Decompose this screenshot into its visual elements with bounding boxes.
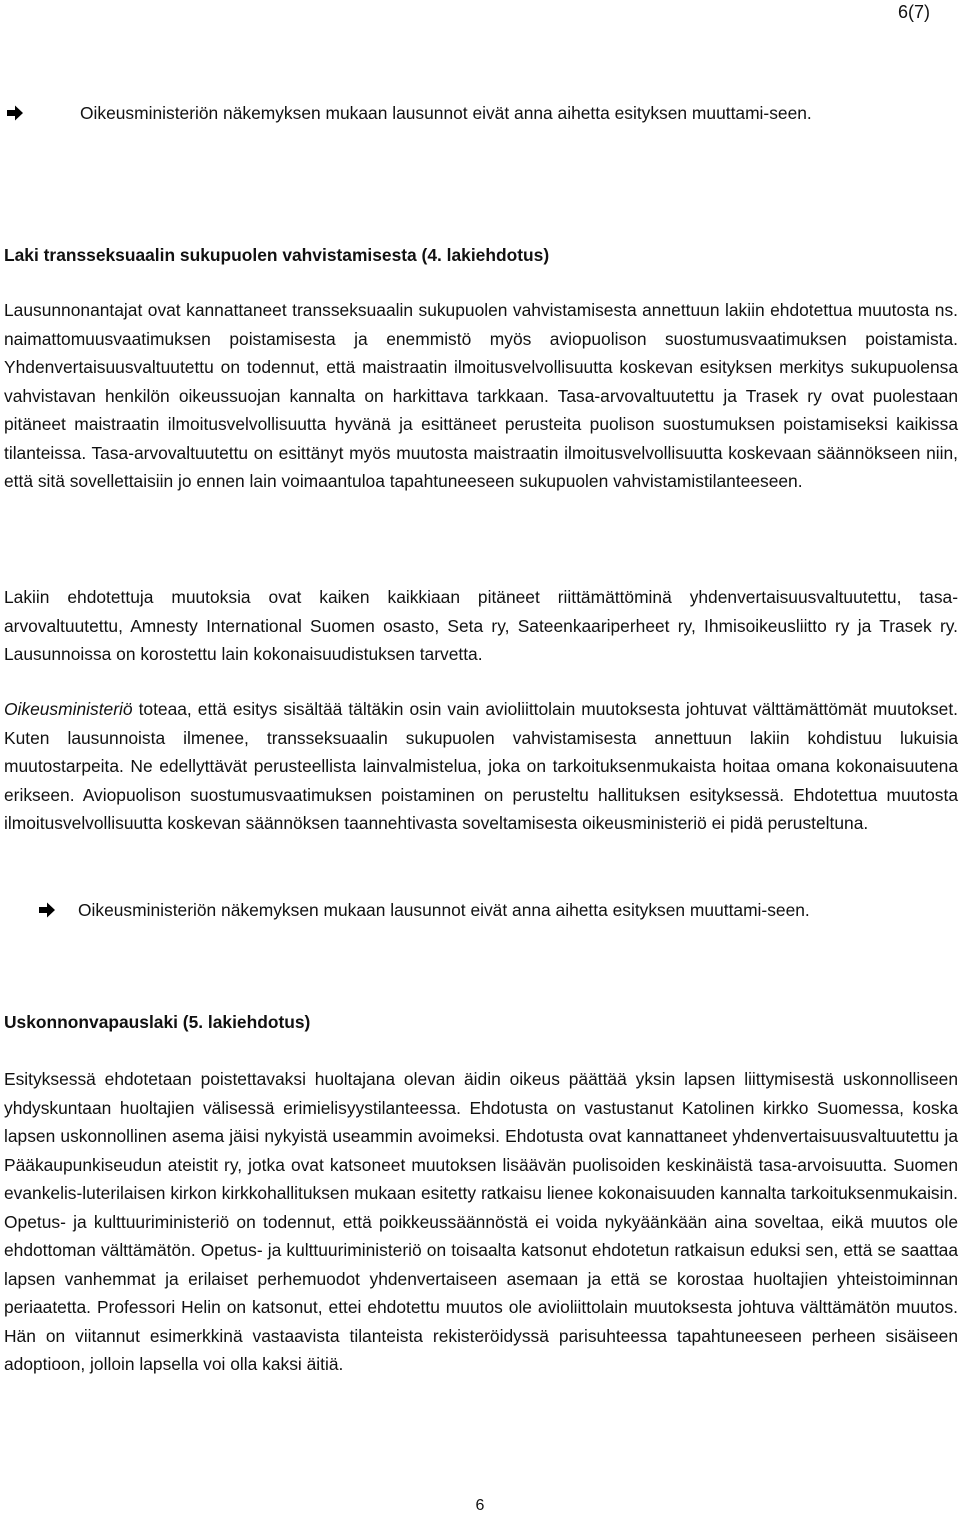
right-arrow-icon bbox=[38, 901, 56, 919]
header-page-number: 6(7) bbox=[897, 2, 930, 22]
conclusion-2 bbox=[38, 896, 958, 925]
section-4-paragraph-3-text: toteaa, että esitys sisältää tältäkin osin vain avioliittolain muutoksesta johtuvat välttämättömät muutokset. Kuten lausunnoista ilmenee, transseksuaalin sukupuolen vahvistamisesta annettuun lakiin kohdistuu lukuisia muutostarpeita. Ne edellyttävät perusteellista lainvalmistelua, joka on tarkoituksenmukaista hoitaa omana kokonaisuutena erikseen. Aviopuolison suostumusvaatimuksen poistaminen on perusteltu hallituksen esityksessä. Ehdotettua muutosta ilmoitusvelvollisuutta koskevan säännöksen taannehtivasta soveltamisesta oikeusministeriö ei pidä perusteltuna. bbox=[4, 699, 958, 833]
section-4-paragraph-1: Lausunnonantajat ovat kannattaneet transseksuaalin sukupuolen vahvistamisesta annettuun lakiin ehdotettua muutosta ns. naimattomuusvaatimuksen poistamisesta ja enemmistö myös aviopuolison suostumusvaatimuksen poistamista. Yhdenvertaisuusvaltuutettu on todennut, että maistraatin ilmoitusvelvollisuutta koskevan esityksen merkitys sukupuolensa vahvistavan henkilön oikeussuojan kannalta on harkittava tarkkaan. Tasa-arvovaltuutettu ja Trasek ry ovat puolestaan pitäneet maistraatin ilmoitusvelvollisuutta hyvänä ja esittäneet perusteita puolison suostumuksen poistamiseksi kaikissa tilanteissa. Tasa-arvovaltuutettu on esittänyt myös muutosta maistraatin ilmoitusvelvollisuutta koskevaan säännökseen niin, että sitä sovellettaisiin jo ennen lain voimaantuloa tapahtuneeseen sukupuolen vahvistamistilanteeseen. bbox=[4, 300, 958, 491]
section-4-paragraph-3 bbox=[4, 695, 958, 838]
conclusion-1 bbox=[6, 99, 958, 128]
footer-page-number: 6 bbox=[475, 1497, 485, 1514]
conclusion-1-text: Oikeusministeriön näkemyksen mukaan lausunnot eivät anna aihetta esityksen muuttami-seen. bbox=[80, 103, 812, 123]
conclusion-2-text: Oikeusministeriön näkemyksen mukaan lausunnot eivät anna aihetta esityksen muuttami-seen. bbox=[78, 900, 810, 920]
section-4-heading: Laki transseksuaalin sukupuolen vahvistamisesta (4. lakiehdotus) bbox=[4, 245, 550, 265]
section-5-paragraph-1: Esityksessä ehdotetaan poistettavaksi huoltajana olevan äidin oikeus päättää yksin lapsen liittymisestä uskonnolliseen yhdyskuntaan huoltajien välisessä erimielisyystilanteessa. Ehdotusta on vastustanut Katolinen kirkko Suomessa, koska lapsen uskonnollinen asema jäisi nykyistä useammin avoimeksi. Ehdotusta ovat kannattaneet yhdenvertaisuusvaltuutettu ja Pääkaupunkiseudun ateistit ry, jotka ovat katsoneet muutoksen lisäävän puolisoiden keskinäistä tasa-arvoisuutta. Suomen evankelis-luterilaisen kirkon kirkkohallituksen mukaan esitetty ratkaisu lienee kokonaisuuden kannalta tarkoituksenmukaisin. Opetus- ja kulttuuriministeriö on todennut, että poikkeussäännöstä ei voida nykyäänkään aina soveltaa, eikä muutos ole ehdottoman välttämätön. Opetus- ja kulttuuriministeriö on toisaalta katsonut ehdotetun ratkaisun eduksi sen, että se saattaa lapsen vanhemmat ja erilaiset perhemuodot yhdenvertaiseen asemaan ja että se korostaa huoltajien yhteistoiminnan periaatetta. Professori Helin on katsonut, ettei ehdotettu muutos ole avioliittolain muutoksesta johtuva välttämätön muutos. Hän on viitannut esimerkkinä vastaavista tilanteista rekisteröidyssä parisuhteessa tapahtuneeseen perheen sisäiseen adoptioon, jolloin lapsella voi olla kaksi äitiä. bbox=[4, 1069, 958, 1374]
section-5-heading: Uskonnonvapauslaki (5. lakiehdotus) bbox=[4, 1012, 311, 1032]
section-4-paragraph-2: Lakiin ehdotettuja muutoksia ovat kaiken kaikkiaan pitäneet riittämättöminä yhdenvertaisuusvaltuutettu, tasa-arvovaltuutettu, Amnesty International Suomen osasto, Seta ry, Sateenkaariperheet ry, Ihmisoikeusliitto ry ja Trasek ry. Lausunnoissa on korostettu lain kokonaisuudistuksen tarvetta. bbox=[4, 587, 958, 664]
ministry-name: Oikeusministeriö bbox=[4, 699, 133, 719]
right-arrow-icon bbox=[6, 104, 24, 122]
